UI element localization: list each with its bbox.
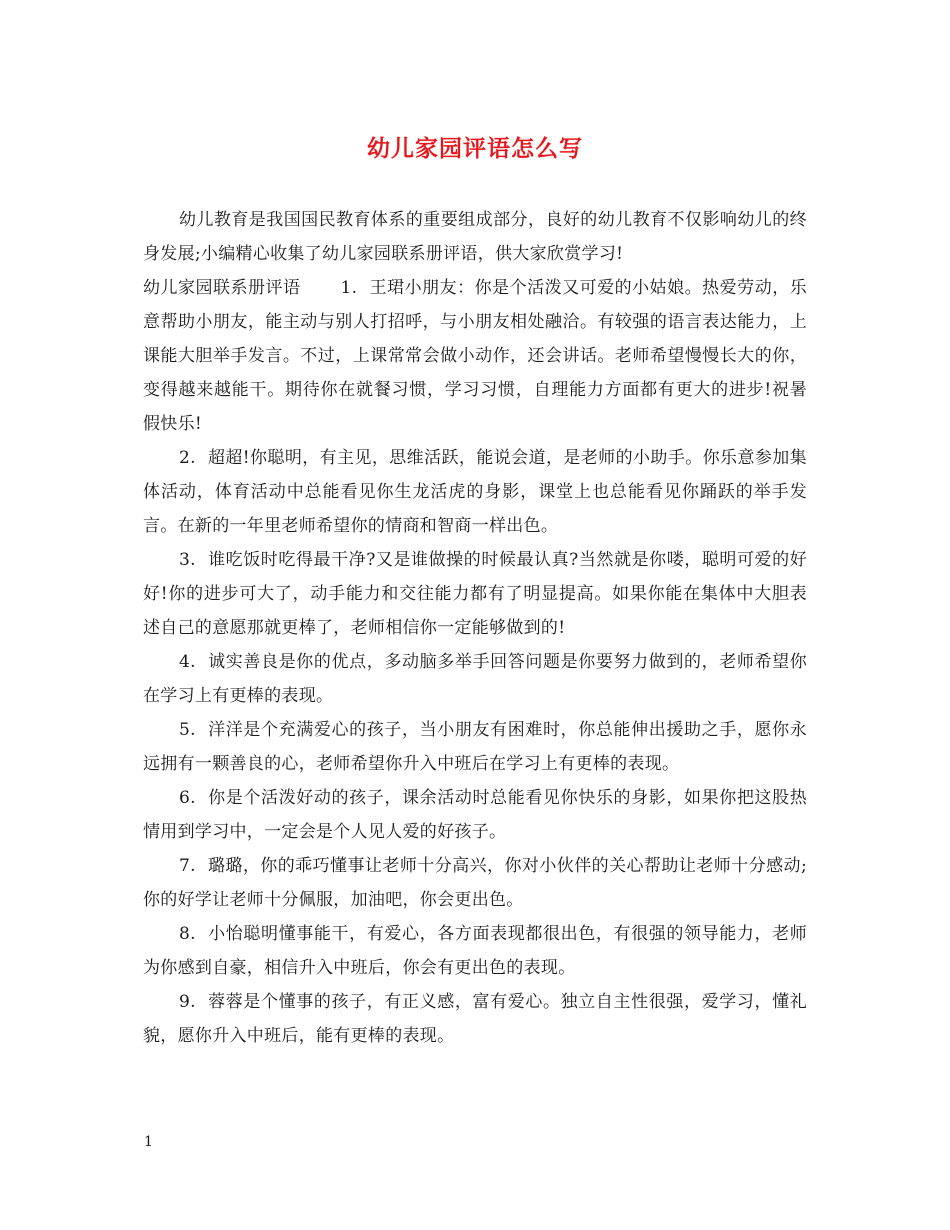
paragraph-item-7 bbox=[143, 849, 807, 917]
page-number: 1 bbox=[144, 1134, 153, 1150]
item-number: 5. bbox=[179, 720, 196, 740]
item-number: 7. bbox=[179, 856, 196, 876]
item-text: 谁吃饭时吃得最干净?又是谁做操的时候最认真?当然就是你喽，聪明可爱的好好!你的进步可大了，动手能力和交往能力都有了明显提高。如果你能在集体中大胆表述自己的意愿那就更棒了，老师相信你一定能够做到的! bbox=[143, 550, 807, 638]
item-text: 你是个活泼好动的孩子，课余活动时总能看见你快乐的身影，如果你把这股热情用到学习中，一定会是个人见人爱的好孩子。 bbox=[143, 788, 807, 842]
item-number: 4. bbox=[179, 652, 196, 672]
item-text: 超超!你聪明，有主见，思维活跃，能说会道，是老师的小助手。你乐意参加集体活动，体育活动中总能看见你生龙活虎的身影，课堂上也总能看见你踊跃的举手发言。在新的一年里老师希望你的情商和智商一样出色。 bbox=[143, 448, 807, 536]
paragraph-item-6 bbox=[143, 781, 807, 849]
item-number: 2. bbox=[179, 448, 196, 468]
item-text: 蓉蓉是个懂事的孩子，有正义感，富有爱心。独立自主性很强，爱学习，懂礼貌，愿你升入中班后，能有更棒的表现。 bbox=[143, 992, 807, 1046]
document-body bbox=[143, 203, 807, 1053]
paragraph-item-9 bbox=[143, 985, 807, 1053]
item-text: 诚实善良是你的优点，多动脑多举手回答问题是你要努力做到的，老师希望你在学习上有更棒的表现。 bbox=[143, 652, 807, 706]
paragraph-item-3 bbox=[143, 543, 807, 645]
item-number: 8. bbox=[179, 924, 196, 944]
item-text: 王珺小朋友：你是个活泼又可爱的小姑娘。热爱劳动，乐意帮助小朋友，能主动与别人打招呼，与小朋友相处融洽。有较强的语言表达能力，上课能大胆举手发言。不过，上课常常会做小动作，还会讲话。老师希望慢慢长大的你，变得越来越能干。期待你在就餐习惯，学习习惯，自理能力方面都有更大的进步!祝暑假快乐! bbox=[143, 278, 807, 434]
item-text: 洋洋是个充满爱心的孩子，当小朋友有困难时，你总能伸出援助之手，愿你永远拥有一颗善良的心，老师希望你升入中班后在学习上有更棒的表现。 bbox=[143, 720, 807, 774]
paragraph-item-5 bbox=[143, 713, 807, 781]
item-text: 小怡聪明懂事能干，有爱心，各方面表现都很出色，有很强的领导能力，老师为你感到自豪，相信升入中班后，你会有更出色的表现。 bbox=[143, 924, 807, 978]
paragraph-item-4 bbox=[143, 645, 807, 713]
item-number: 1. bbox=[340, 278, 358, 298]
item-number: 3. bbox=[179, 550, 196, 570]
item-number: 9. bbox=[179, 992, 196, 1012]
section-label: 幼儿家园联系册评语 bbox=[143, 278, 301, 298]
paragraph-item-2 bbox=[143, 441, 807, 543]
document-title: 幼儿家园评语怎么写 bbox=[367, 135, 583, 162]
paragraph-item-1 bbox=[143, 271, 807, 441]
paragraph-item-8 bbox=[143, 917, 807, 985]
item-text: 璐璐，你的乖巧懂事让老师十分高兴，你对小伙伴的关心帮助让老师十分感动;你的好学让老师十分佩服，加油吧，你会更出色。 bbox=[143, 856, 807, 910]
intro-paragraph: 幼儿教育是我国国民教育体系的重要组成部分，良好的幼儿教育不仅影响幼儿的终身发展;小编精心收集了幼儿家园联系册评语，供大家欣赏学习! bbox=[143, 210, 807, 264]
item-number: 6. bbox=[179, 788, 196, 808]
